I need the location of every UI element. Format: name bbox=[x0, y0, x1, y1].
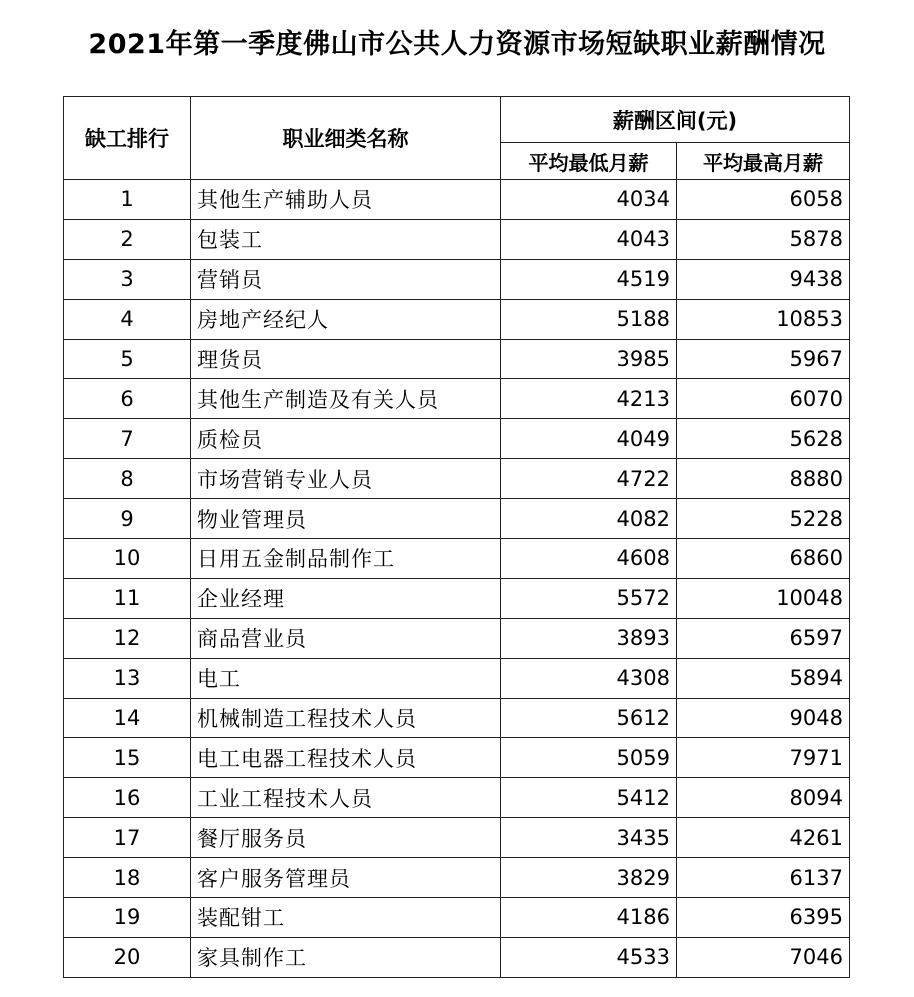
avg-max-cell: 5894 bbox=[677, 658, 850, 698]
rank-cell: 13 bbox=[64, 658, 191, 698]
occupation-cell: 商品营业员 bbox=[191, 618, 501, 658]
table-row bbox=[64, 419, 850, 459]
rank-cell: 19 bbox=[64, 898, 191, 938]
rank-cell: 16 bbox=[64, 778, 191, 818]
table-row bbox=[64, 618, 850, 658]
avg-max-cell: 8880 bbox=[677, 459, 850, 499]
occupation-cell: 电工 bbox=[191, 658, 501, 698]
avg-min-cell: 4533 bbox=[501, 937, 677, 977]
table-row bbox=[64, 459, 850, 499]
avg-min-cell: 3985 bbox=[501, 339, 677, 379]
occupation-cell: 装配钳工 bbox=[191, 898, 501, 938]
avg-max-cell: 10048 bbox=[677, 578, 850, 618]
occupation-cell: 电工电器工程技术人员 bbox=[191, 738, 501, 778]
table-row bbox=[64, 219, 850, 259]
table-row bbox=[64, 818, 850, 858]
occupation-cell: 企业经理 bbox=[191, 578, 501, 618]
occupation-cell: 物业管理员 bbox=[191, 499, 501, 539]
table-row bbox=[64, 180, 850, 220]
avg-max-cell: 6860 bbox=[677, 539, 850, 579]
avg-max-cell: 9438 bbox=[677, 259, 850, 299]
table-row bbox=[64, 858, 850, 898]
table-row bbox=[64, 578, 850, 618]
occupation-cell: 日用五金制品制作工 bbox=[191, 539, 501, 579]
occupation-cell: 餐厅服务员 bbox=[191, 818, 501, 858]
rank-cell: 4 bbox=[64, 299, 191, 339]
avg-min-cell: 5612 bbox=[501, 698, 677, 738]
avg-min-cell: 4186 bbox=[501, 898, 677, 938]
rank-cell: 11 bbox=[64, 578, 191, 618]
avg-max-cell: 6597 bbox=[677, 618, 850, 658]
occupation-cell: 其他生产制造及有关人员 bbox=[191, 379, 501, 419]
rank-cell: 15 bbox=[64, 738, 191, 778]
occupation-cell: 市场营销专业人员 bbox=[191, 459, 501, 499]
avg-max-cell: 5628 bbox=[677, 419, 850, 459]
header-occupation: 职业细类名称 bbox=[191, 97, 501, 180]
occupation-cell: 工业工程技术人员 bbox=[191, 778, 501, 818]
avg-min-cell: 5188 bbox=[501, 299, 677, 339]
avg-min-cell: 5572 bbox=[501, 578, 677, 618]
rank-cell: 3 bbox=[64, 259, 191, 299]
avg-min-cell: 4082 bbox=[501, 499, 677, 539]
table-row bbox=[64, 698, 850, 738]
rank-cell: 1 bbox=[64, 180, 191, 220]
rank-cell: 10 bbox=[64, 539, 191, 579]
header-rank: 缺工排行 bbox=[64, 97, 191, 180]
avg-max-cell: 6058 bbox=[677, 180, 850, 220]
header-avg-max: 平均最高月薪 bbox=[677, 143, 850, 180]
table-row bbox=[64, 658, 850, 698]
avg-min-cell: 3893 bbox=[501, 618, 677, 658]
occupation-cell: 房地产经纪人 bbox=[191, 299, 501, 339]
occupation-cell: 客户服务管理员 bbox=[191, 858, 501, 898]
table-row bbox=[64, 379, 850, 419]
occupation-cell: 家具制作工 bbox=[191, 937, 501, 977]
avg-min-cell: 5412 bbox=[501, 778, 677, 818]
avg-min-cell: 3829 bbox=[501, 858, 677, 898]
rank-cell: 7 bbox=[64, 419, 191, 459]
avg-min-cell: 4049 bbox=[501, 419, 677, 459]
avg-min-cell: 4519 bbox=[501, 259, 677, 299]
table-row bbox=[64, 499, 850, 539]
rank-cell: 2 bbox=[64, 219, 191, 259]
avg-max-cell: 4261 bbox=[677, 818, 850, 858]
occupation-cell: 包装工 bbox=[191, 219, 501, 259]
avg-min-cell: 4034 bbox=[501, 180, 677, 220]
avg-min-cell: 3435 bbox=[501, 818, 677, 858]
occupation-cell: 营销员 bbox=[191, 259, 501, 299]
avg-max-cell: 9048 bbox=[677, 698, 850, 738]
avg-max-cell: 5228 bbox=[677, 499, 850, 539]
table-row bbox=[64, 778, 850, 818]
avg-min-cell: 4608 bbox=[501, 539, 677, 579]
avg-min-cell: 4308 bbox=[501, 658, 677, 698]
occupation-cell: 其他生产辅助人员 bbox=[191, 180, 501, 220]
header-avg-min: 平均最低月薪 bbox=[501, 143, 677, 180]
avg-max-cell: 5967 bbox=[677, 339, 850, 379]
rank-cell: 18 bbox=[64, 858, 191, 898]
table-row bbox=[64, 339, 850, 379]
avg-min-cell: 4213 bbox=[501, 379, 677, 419]
table-row bbox=[64, 259, 850, 299]
avg-min-cell: 4722 bbox=[501, 459, 677, 499]
avg-max-cell: 6137 bbox=[677, 858, 850, 898]
rank-cell: 14 bbox=[64, 698, 191, 738]
header-salary-range: 薪酬区间(元) bbox=[501, 97, 850, 143]
rank-cell: 6 bbox=[64, 379, 191, 419]
table-row bbox=[64, 898, 850, 938]
salary-table bbox=[63, 96, 850, 978]
avg-max-cell: 6395 bbox=[677, 898, 850, 938]
avg-min-cell: 4043 bbox=[501, 219, 677, 259]
rank-cell: 9 bbox=[64, 499, 191, 539]
occupation-cell: 机械制造工程技术人员 bbox=[191, 698, 501, 738]
rank-cell: 12 bbox=[64, 618, 191, 658]
table-row bbox=[64, 738, 850, 778]
rank-cell: 8 bbox=[64, 459, 191, 499]
avg-max-cell: 5878 bbox=[677, 219, 850, 259]
rank-cell: 17 bbox=[64, 818, 191, 858]
avg-max-cell: 8094 bbox=[677, 778, 850, 818]
table-row bbox=[64, 937, 850, 977]
page-title: 2021年第一季度佛山市公共人力资源市场短缺职业薪酬情况 bbox=[88, 29, 826, 60]
avg-max-cell: 7971 bbox=[677, 738, 850, 778]
rank-cell: 5 bbox=[64, 339, 191, 379]
rank-cell: 20 bbox=[64, 937, 191, 977]
avg-max-cell: 6070 bbox=[677, 379, 850, 419]
avg-max-cell: 10853 bbox=[677, 299, 850, 339]
avg-min-cell: 5059 bbox=[501, 738, 677, 778]
occupation-cell: 理货员 bbox=[191, 339, 501, 379]
table-row bbox=[64, 299, 850, 339]
table-row bbox=[64, 539, 850, 579]
avg-max-cell: 7046 bbox=[677, 937, 850, 977]
occupation-cell: 质检员 bbox=[191, 419, 501, 459]
